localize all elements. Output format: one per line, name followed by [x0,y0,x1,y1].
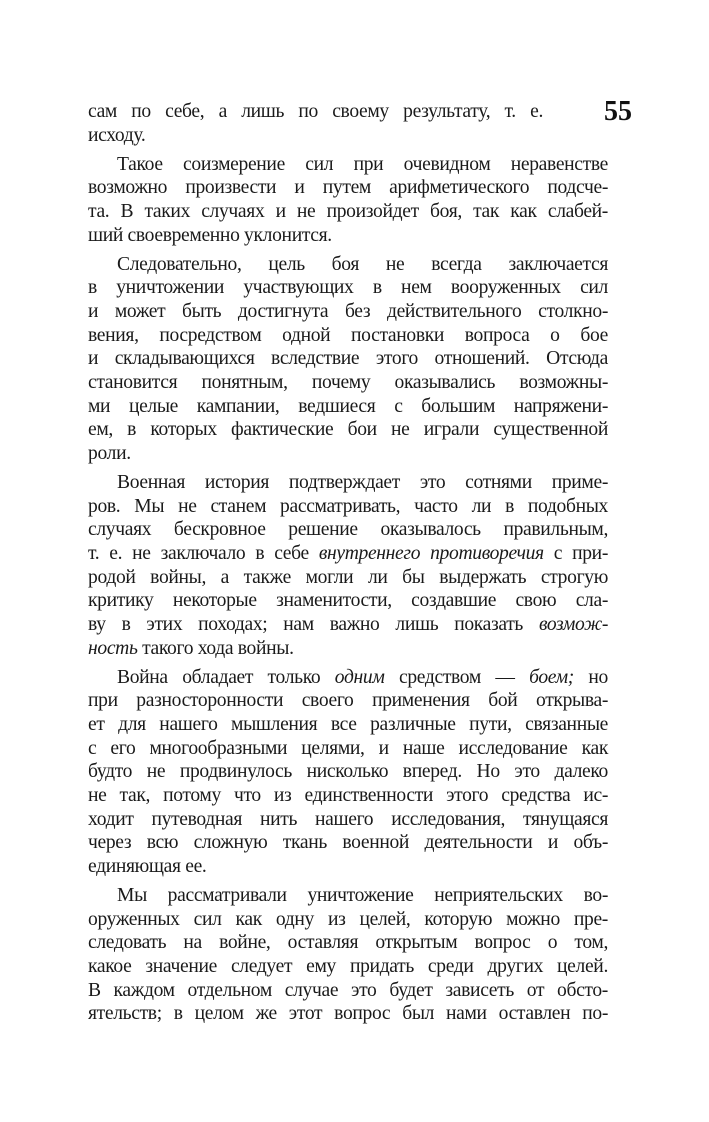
text-line [88,831,608,855]
text-run: Следовательно, цель боя не всегда заключается [117,253,608,275]
text-line [88,100,543,124]
text-line [88,855,608,879]
page-number: 55 [604,96,632,127]
text-run: В каждом отдельном случае это будет зависеть от обсто- [88,979,608,1001]
text-run: Мы рассматривали уничтожение неприятельских во- [117,885,608,906]
text-run: возможно произвести и путем арифметического подсче- [88,177,608,199]
text-run: исходу. [88,124,146,146]
text-run: но [573,666,608,688]
text-run: ву в этих походах; нам важно лишь показать [88,613,539,635]
text-line [88,542,608,566]
text-run: та. В таких случаях и не произойдет боя, так как слабей- [88,201,608,223]
text-run: ров. Мы не станем рассматривать, часто ли в подобных [88,495,608,517]
text-run: единяющая ее. [88,855,207,877]
text-line [88,613,608,637]
text-run: т. е. не заключало в себе [88,543,319,565]
text-line [88,224,608,248]
italic-emphasis: ность [88,637,138,659]
text-run: не так, потому что из единственности этого средства ис- [88,784,608,806]
text-line [88,689,608,713]
text-run: Такое соизмерение сил при очевидном неравенстве [117,153,608,175]
text-run: оруженных сил как одну из целей, которую можно пре- [88,908,608,930]
body-text [88,100,608,1026]
text-run: случаях бескровное решение оказывалось правильным, [88,519,608,541]
text-line [88,176,608,200]
text-line [88,784,608,808]
text-line [88,418,608,442]
italic-emphasis: внутреннего противоречия [318,543,544,565]
paragraph [88,666,608,879]
text-line [88,253,608,277]
text-line [88,518,608,542]
text-line [88,495,608,519]
text-line [88,324,608,348]
text-run: средством — [384,666,530,688]
text-line [88,713,608,737]
text-line [88,884,608,908]
text-run: сам по себе, а лишь по своему результату, т. е. [88,101,543,122]
text-run: и складывающихся вследствие этого отношений. Отсюда [88,348,608,370]
italic-emphasis: одним [334,666,385,688]
text-run: Военная история подтверждает это сотнями приме- [117,472,608,494]
text-run: ятельств; в целом же этот вопрос был нами оставлен по- [88,1003,608,1025]
text-run: становится понятным, почему оказывались возможны- [88,372,608,394]
text-run: такого хода войны. [137,637,294,659]
text-run: ем, в которых фактические бои не играли существенной [88,419,608,441]
text-run: ходит путеводная нить нашего исследования, тянущаяся [88,808,608,830]
italic-emphasis: возмож- [538,613,608,635]
paragraph [88,100,608,147]
text-line [88,276,608,300]
text-line [88,1002,608,1026]
paragraph [88,884,608,1026]
text-line [88,808,608,832]
text-line [88,395,608,419]
paragraph [88,471,608,660]
text-run: в уничтожении участвующих в нем вооруженных сил [88,277,608,299]
text-run: критику некоторые знаменитости, создавшие свою сла- [88,590,608,612]
text-run: роли. [88,442,131,464]
text-run: следовать на войне, оставляя открытым вопрос о том, [88,932,608,954]
text-line [88,737,608,761]
text-line [88,300,608,324]
text-line [88,200,608,224]
text-run: ми целые кампании, ведшиеся с большим напряжени- [88,395,608,417]
text-line [88,760,608,784]
text-run: Война обладает только [117,666,335,688]
text-line [88,347,608,371]
text-run: ет для нашего мышления все различные пути, связанные [88,714,608,736]
text-run: с при- [543,543,608,565]
text-line [88,471,608,495]
text-run: при разносторонности своего применения бой открыва- [88,690,608,712]
text-line [88,153,608,177]
paragraph [88,253,608,466]
text-line [88,637,608,661]
paragraph [88,153,608,248]
text-line [88,908,608,932]
text-run: будто не продвинулось нисколько вперед. Но это далеко [88,761,608,783]
text-run: через всю сложную ткань военной деятельности и объ- [88,832,608,854]
italic-emphasis: боем; [529,666,574,688]
text-line [88,979,608,1003]
text-line [88,589,608,613]
text-run: какое значение следует ему придать среди других целей. [88,955,608,977]
text-line [88,442,608,466]
text-line [88,955,608,979]
text-run: родой войны, а также могли ли бы выдержать строгую [88,566,608,588]
text-run: ший своевременно уклонится. [88,224,332,246]
text-line [88,566,608,590]
text-line [88,371,608,395]
text-run: с его многообразными целями, и наше исследование как [88,737,608,759]
text-line [88,666,608,690]
text-run: вения, посредством одной постановки вопроса о бое [88,324,608,346]
text-line [88,124,608,148]
text-line [88,931,608,955]
text-run: и может быть достигнута без действительного столкно- [88,301,608,323]
